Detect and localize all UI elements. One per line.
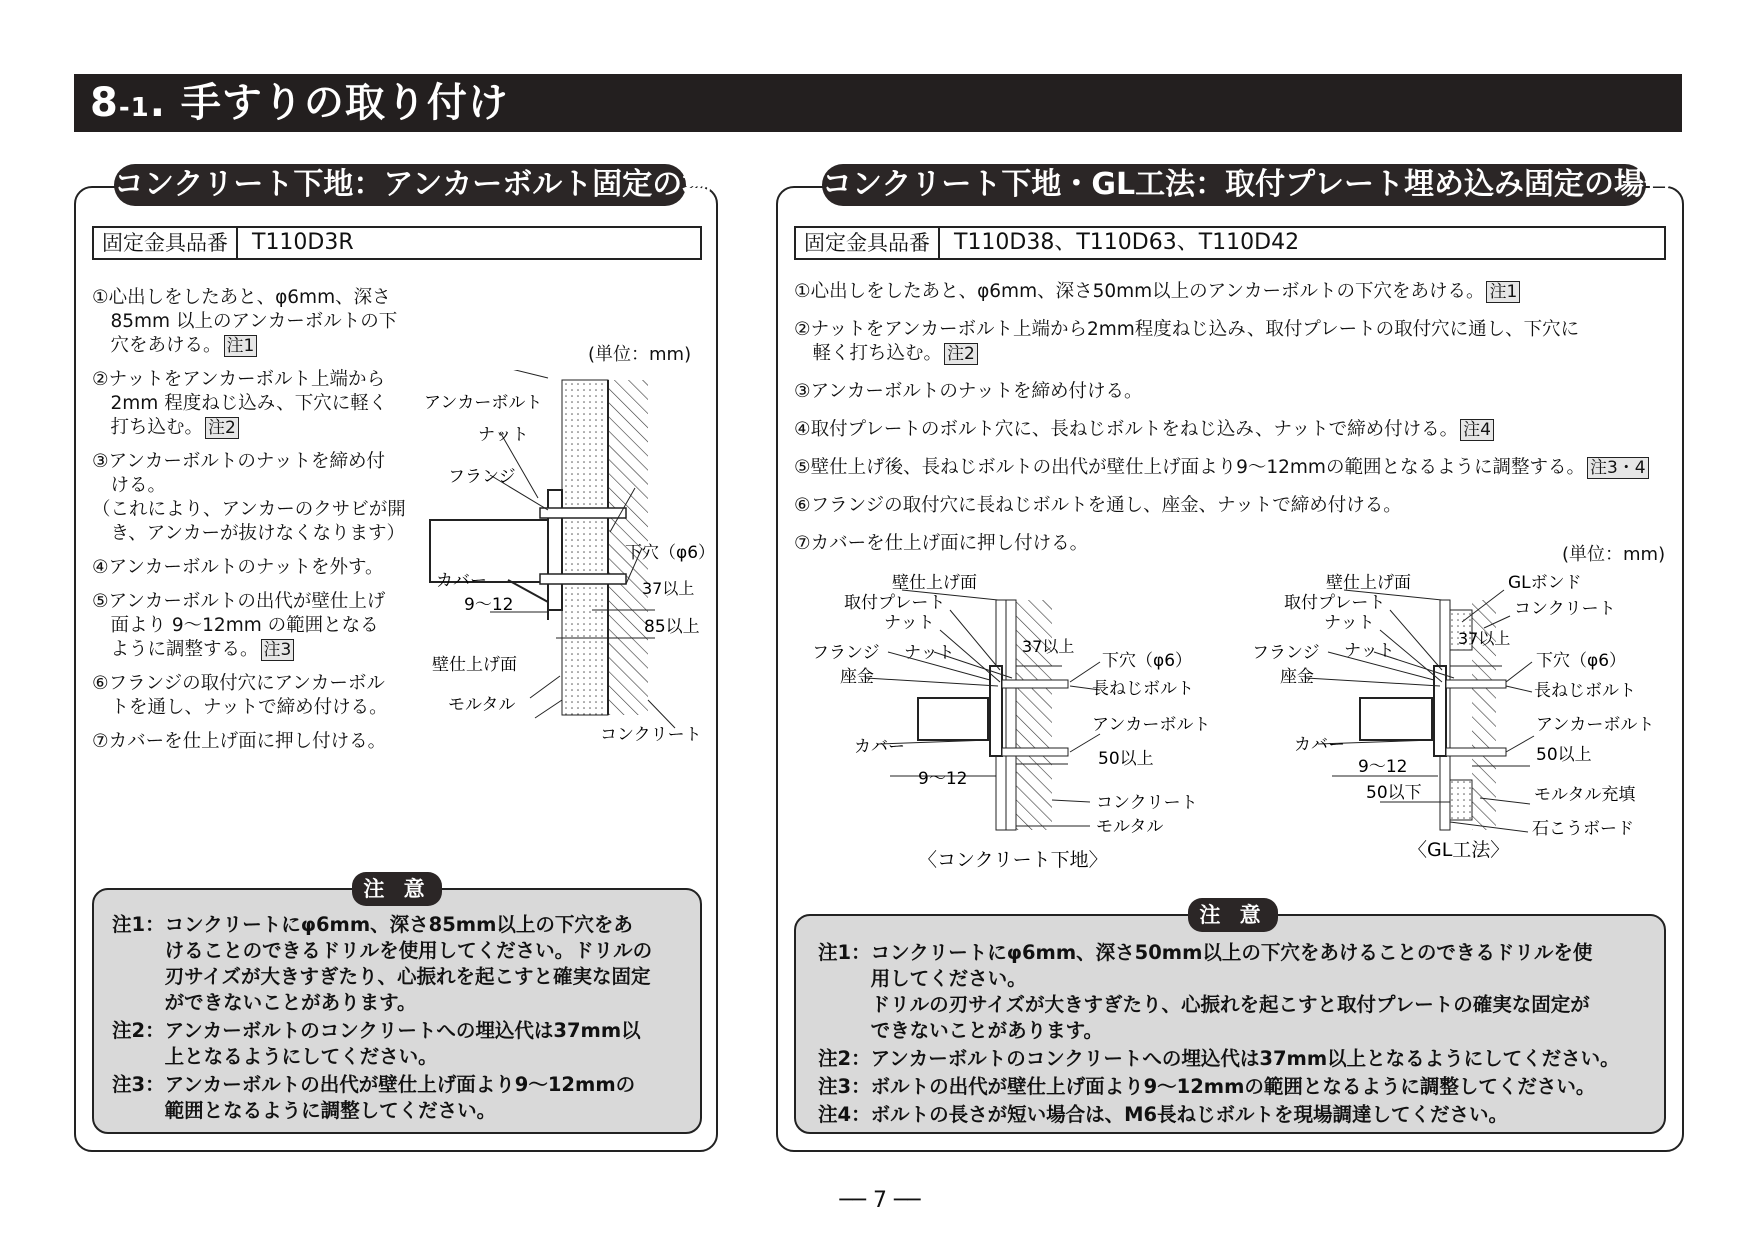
mortar-layer: [562, 380, 608, 715]
step-6: ⑥フランジの取付穴に長ねじボルトを通し、座金、ナットで締め付ける。: [794, 495, 1402, 516]
anchor-bolt-2: [540, 574, 626, 584]
caution-item: 注3： アンカーボルトの出代が壁仕上げ面より9～12mmの 範囲となるように調整してください。: [112, 1073, 636, 1122]
diagram-label-hole: 下穴（φ6）: [1536, 651, 1627, 671]
diagram-label-glbond: GLボンド: [1508, 573, 1582, 593]
diagram-label-cover: カバー: [1294, 735, 1345, 755]
step-2: ②ナットをアンカーボルト上端から 2mm 程度ねじ込み、下穴に軽く 打ち込む。 注2: [92, 369, 388, 438]
diagram-label-nut2: ナット: [1344, 641, 1395, 661]
step-2: ②ナットをアンカーボルト上端から2mm程度ねじ込み、取付プレートの取付穴に通し、下穴に 軽く打ち込む。 注2: [794, 319, 1580, 364]
step-5: ⑤アンカーボルトの出代が壁仕上げ 面より 9～12mm の範囲となる ように調整する。 注3: [92, 591, 386, 660]
diagram-label-hole: 下穴（φ6）: [625, 543, 716, 563]
left-part-number: [92, 226, 702, 260]
cover: [508, 580, 548, 620]
concrete-layer: [1016, 600, 1052, 830]
mounting-plate: [1434, 666, 1446, 756]
diagram-label-anchor: アンカーボルト: [1536, 715, 1655, 735]
diagram-label-longbolt: 長ねじボルト: [1092, 679, 1194, 699]
diagram-label-912: 9～12: [1358, 757, 1408, 777]
diagram-label-85: 85以上: [644, 617, 700, 637]
diagram-label-nut2: ナット: [904, 643, 955, 663]
step-6: ⑥フランジの取付穴にアンカーボル トを通し、ナットで締め付ける。: [92, 673, 388, 718]
diagram-label-nut: ナット: [884, 613, 935, 633]
diagram-caption: 〈コンクリート下地〉: [918, 849, 1108, 870]
step-5: ⑤壁仕上げ後、長ねじボルトの出代が壁仕上げ面より9～12mmの範囲となるように調整する。 注3・4: [794, 456, 1674, 480]
left-anchor-diagram: [420, 370, 720, 760]
diagram-caption: 〈GL工法〉: [1408, 839, 1510, 861]
diagram-label-nut: ナット: [1324, 613, 1375, 633]
step-3: ③アンカーボルトのナットを締め付 ける。 （これにより、アンカーのクサビが開 き、アンカーが抜けなくなります）: [92, 451, 406, 544]
diagram-label-board: 石こうボード: [1532, 819, 1634, 839]
diagram-label-mortar: モルタル: [448, 695, 516, 715]
part-number-label: 固定金具品番: [94, 228, 238, 258]
right-caution-list: [818, 940, 1658, 1130]
diagram-label-wall: 壁仕上げ面: [892, 573, 977, 593]
caution-item: 注1： コンクリートにφ6mm、深さ50mm以上の下穴をあけることのできるドリルを使 用してください。 ドリルの刃サイズが大きすぎたり、心振れを起こすと取付プレートの確実な固定が できないことがあります。: [818, 941, 1593, 1042]
part-number-label: 固定金具品番: [796, 228, 940, 258]
step-1: ①心出しをしたあと、φ6mm、深さ50mm以上のアンカーボルトの下穴をあける。 注1: [794, 280, 1674, 304]
step-7: ⑦カバーを仕上げ面に押し付ける。: [92, 731, 387, 752]
diagram-label-50b: 50以下: [1366, 783, 1422, 803]
anchor-bolt: [1002, 748, 1068, 756]
handrail: [1360, 698, 1432, 740]
long-bolt: [1002, 680, 1068, 688]
step-4: ④取付プレートのボルト穴に、長ねじボルトをねじ込み、ナットで締め付ける。 注4: [794, 418, 1674, 442]
diagram-label-plate: 取付プレート: [844, 593, 946, 613]
mounting-plate: [990, 666, 1002, 756]
diagram-label-50: 50以上: [1536, 745, 1592, 765]
note-ref: 注1: [1486, 281, 1520, 303]
diagram-label-cover: カバー: [436, 571, 487, 591]
left-caution-label: 注 意: [352, 872, 442, 906]
step-4: ④アンカーボルトのナットを外す。: [92, 557, 384, 578]
caution-item: 注2： アンカーボルトのコンクリートへの埋込代は37mm以 上となるようにしてください。: [112, 1019, 641, 1068]
diagram-label-flange: フランジ: [1252, 643, 1320, 663]
diagram-label-concrete: コンクリート: [1514, 599, 1616, 619]
diagram-label-wall: 壁仕上げ面: [1326, 573, 1411, 593]
gl-method-diagram: [1240, 570, 1670, 870]
right-section-title: コンクリート下地・GL工法：取付プレート埋め込み固定の場合: [822, 164, 1646, 206]
diagram-label-anchor: アンカーボルト: [1092, 715, 1211, 735]
handrail: [918, 698, 988, 740]
diagram-label-37: 37以上: [642, 579, 695, 598]
diagram-label-mortarfill: モルタル充填: [1534, 785, 1636, 805]
diagram-label-50: 50以上: [1098, 749, 1154, 769]
unit-label: (単位：mm): [1562, 544, 1666, 565]
note-ref: 注2: [205, 417, 239, 439]
diagram-label-mortar: モルタル: [1096, 817, 1164, 837]
diagram-label-nut: ナット: [478, 425, 529, 445]
concrete-base-diagram: [800, 570, 1240, 870]
caution-item: 注4： ボルトの長さが短い場合は、M6長ねじボルトを現場調達してください。: [818, 1103, 1509, 1126]
diagram-label-37: 37以上: [1458, 629, 1511, 648]
diagram-label-flange: フランジ: [812, 643, 880, 663]
diagram-label-anchor: アンカーボルト: [424, 393, 543, 413]
right-part-number: [794, 226, 1666, 260]
step-3: ③アンカーボルトのナットを締め付ける。: [794, 381, 1143, 402]
note-ref: 注1: [224, 335, 258, 357]
mortar-fill: [1450, 780, 1472, 820]
diagram-label-plate: 取付プレート: [1284, 593, 1386, 613]
diagram-label-912: 9～12: [918, 769, 968, 789]
caution-item: 注3： ボルトの出代が壁仕上げ面より9～12mmの範囲となるように調整してください。: [818, 1075, 1596, 1098]
note-ref: 注3: [261, 639, 295, 661]
part-number-value: T110D3R: [252, 230, 354, 255]
caution-item: 注2： アンカーボルトのコンクリートへの埋込代は37mm以上となるようにしてください。: [818, 1047, 1620, 1070]
diagram-label-wall: 壁仕上げ面: [432, 655, 517, 675]
left-caution-list: [112, 912, 692, 1126]
diagram-label-cover: カバー: [854, 737, 905, 757]
diagram-label-concrete: コンクリート: [600, 725, 702, 745]
right-steps: [794, 280, 1674, 566]
diagram-label-hole: 下穴（φ6）: [1102, 651, 1193, 671]
anchor-bolt: [1446, 748, 1506, 756]
mortar-layer: [1006, 600, 1016, 830]
left-section-title: コンクリート下地：アンカーボルト固定の場合: [114, 164, 686, 206]
step-1: ①心出しをしたあと、φ6mm、深さ 85mm 以上のアンカーボルトの下 穴をあける。 注1: [92, 287, 398, 356]
right-caution-label: 注 意: [1188, 898, 1278, 932]
page-title: 8-1. 手すりの取り付け: [74, 74, 1682, 132]
part-number-value: T110D38、T110D63、T110D42: [954, 230, 1300, 255]
diagram-label-concrete: コンクリート: [1096, 793, 1198, 813]
unit-label: (単位：mm): [588, 344, 692, 365]
note-ref: 注2: [944, 343, 978, 365]
diagram-label-37: 37以上: [1022, 637, 1075, 656]
diagram-label-912: 9～12: [464, 595, 514, 615]
diagram-label-washer: 座金: [1280, 667, 1314, 687]
long-bolt: [1446, 680, 1506, 688]
left-steps: [92, 286, 422, 764]
anchor-bolt-1: [540, 508, 626, 518]
diagram-label-longbolt: 長ねじボルト: [1534, 681, 1636, 701]
caution-item: 注1： コンクリートにφ6mm、深さ85mm以上の下穴をあ けることのできるドリルを使用してください。ドリルの 刃サイズが大きすぎたり、心振れを起こすと確実な固定 ができないことがあります。: [112, 913, 653, 1014]
note-ref: 注4: [1460, 419, 1494, 441]
page-number: ── 7 ──: [839, 1188, 921, 1213]
diagram-label-washer: 座金: [840, 667, 874, 687]
diagram-label-flange: フランジ: [448, 467, 516, 487]
note-ref: 注3・4: [1587, 457, 1649, 479]
step-7: ⑦カバーを仕上げ面に押し付ける。: [794, 533, 1089, 554]
